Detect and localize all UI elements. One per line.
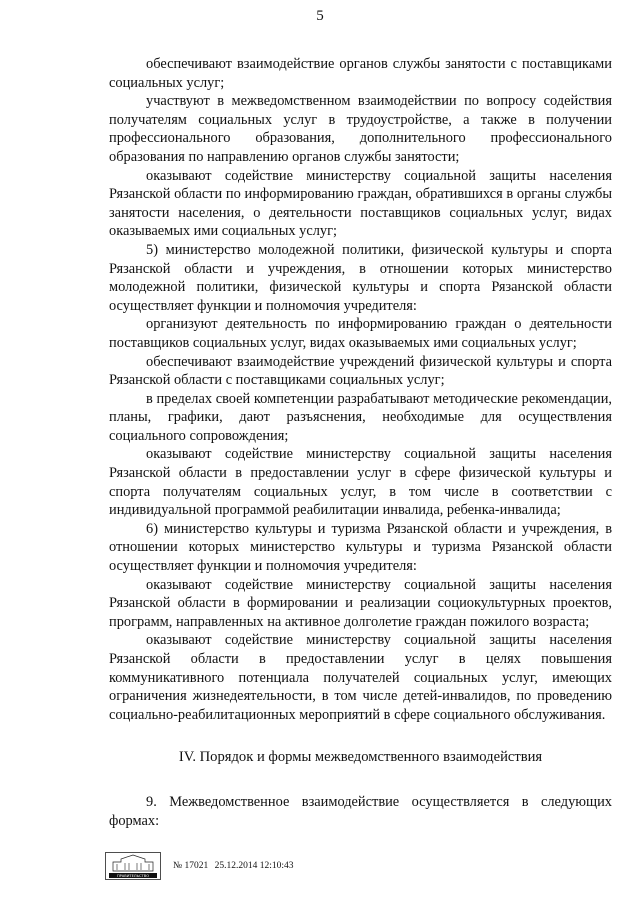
registration-number: № 17021 — [173, 861, 209, 871]
paragraph: оказывают содействие министерству социальной защиты населения Рязанской области в предоставлении услуг в сфере физической культуры и спорта получателям социальных услуг, в том числе в соответствии с индивидуальной программой реабилитации инвалида, ребенка-инвалида; — [109, 446, 612, 519]
paragraph: обеспечивают взаимодействие органов службы занятости с поставщиками социальных услуг; — [109, 56, 612, 91]
paragraph: участвуют в межведомственном взаимодействии по вопросу содействия получателям социальных услуг в трудоустройстве, а также в получении профессионального образования, дополнительного профессионального образования по направлению органов службы занятости; — [109, 93, 612, 165]
section-heading: IV. Порядок и формы межведомственного взаимодействия — [178, 749, 543, 766]
final-paragraph: 9. Межведомственное взаимодействие осуществляется в следующих формах: — [109, 793, 612, 829]
paragraph: 6) министерство культуры и туризма Рязанской области и учреждения, в отношении которых министерство культуры и туризма Рязанской области осуществляет функции и полномочия учредителя: — [109, 520, 612, 575]
government-stamp-icon — [105, 852, 161, 880]
registration-datetime: 25.12.2014 12:10:43 — [214, 861, 294, 871]
stamp-label: ПРАВИТЕЛЬСТВО — [116, 874, 150, 878]
page-number: 5 — [316, 8, 324, 24]
paragraph: организуют деятельность по информированию граждан о деятельности поставщиков социальных услуг, видах оказываемых ими социальных услуг; — [109, 316, 612, 351]
paragraph: в пределах своей компетенции разрабатывают методические рекомендации, планы, графики, дают разъяснения, необходимые для осуществления социального сопровождения; — [109, 390, 612, 444]
paragraph: обеспечивают взаимодействие учреждений физической культуры и спорта Рязанской области с поставщиками социальных услуг; — [109, 353, 612, 389]
paragraph: оказывают содействие министерству социальной защиты населения Рязанской области в формировании и реализации социокультурных проектов, программ, направленных на активное долголетие граждан пожилого возраста; — [109, 576, 612, 630]
document-body — [109, 55, 612, 830]
paragraph-list — [109, 55, 612, 724]
paragraph: 5) министерство молодежной политики, физической культуры и спорта Рязанской области и учреждения, в отношении которых министерство молодежной политики, физической культуры и спорта Рязанской области осуществляет функции и полномочия учредителя: — [109, 241, 612, 314]
registration-footer — [105, 852, 405, 882]
paragraph: оказывают содействие министерству социальной защиты населения Рязанской области по информированию граждан, обратившихся в органы службы занятости населения, о деятельности поставщиков социальных услуг, видах оказываемых ими социальных услуг; — [109, 167, 612, 240]
paragraph: оказывают содействие министерству социальной защиты населения Рязанской области в предоставлении услуг в целях повышения коммуникативного потенциала получателей социальных услуг, имеющих ограничения жизнедеятельности, в том числе детей-инвалидов, по проведению социально-реабилитационных мероприятий в сфере социального обслуживания. — [109, 632, 612, 723]
registration-line — [173, 861, 297, 871]
